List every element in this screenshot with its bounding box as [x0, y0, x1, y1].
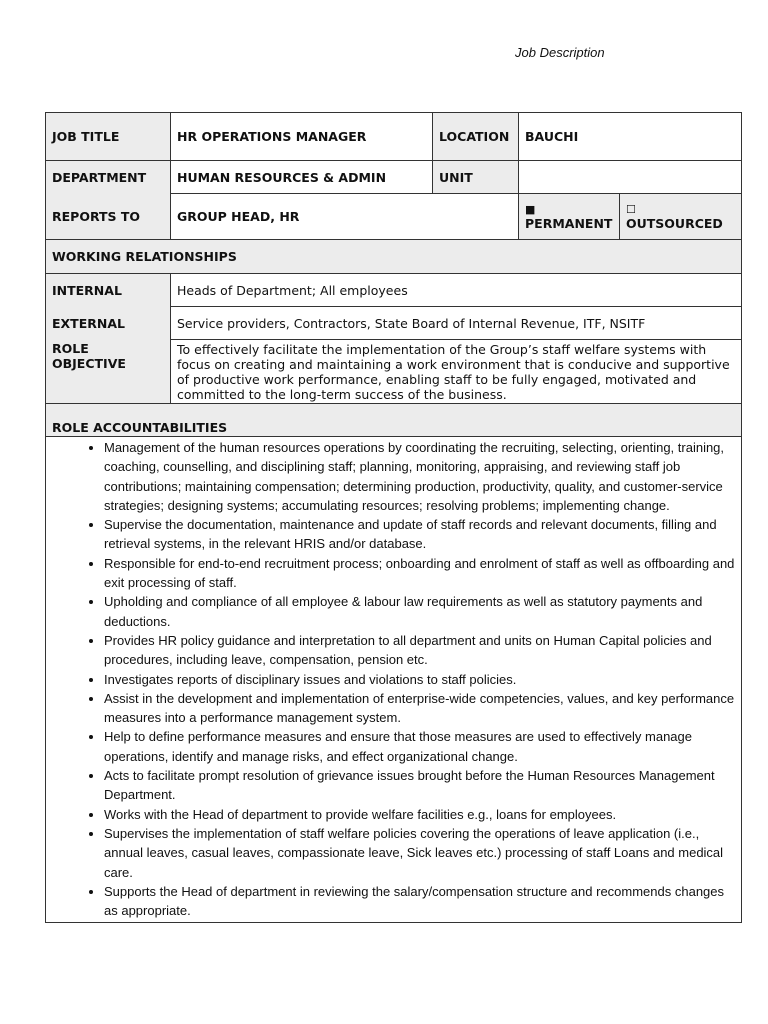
external-row: [46, 307, 742, 340]
role-objective-text: To effectively facilitate the implementation of the Group’s staff welfare systems with focus on creating and maintaining a work environment that is conducive and supportive of productive work performance, enabling staff to be fully engaged, motivated and committed to the long-term success of the business.: [171, 340, 742, 404]
unit-label: UNIT: [433, 161, 519, 194]
list-item: • Investigates reports of disciplinary issues and violations to staff policies.: [104, 670, 735, 689]
list-item: • Acts to facilitate prompt resolution of grievance issues brought before the Human Resources Management Department.: [104, 766, 735, 805]
list-item: • Help to define performance measures and ensure that those measures are used to effectively manage operations, identify and manage risks, and effect organizational change.: [104, 727, 735, 766]
outsourced-option: [620, 194, 742, 240]
job-title-value: HR OPERATIONS MANAGER: [171, 113, 433, 161]
accountabilities-list: [52, 438, 735, 920]
role-accountabilities-row: [46, 437, 742, 923]
list-item: • Management of the human resources operations by coordinating the recruiting, selecting, orienting, training, coaching, counselling, and disciplining staff; planning, monitoring, appraising, and reviewing staff job contributions; maintaining compensation; determining production, productivity, quality, and customer-service strategies; designing systems; accumulating resources; resolving problems; implementing change.: [104, 438, 735, 515]
list-item: • Works with the Head of department to provide welfare facilities e.g., loans for employees.: [104, 805, 735, 824]
reports-to-row: [46, 194, 742, 240]
permanent-option: [519, 194, 620, 240]
list-item: • Supports the Head of department in reviewing the salary/compensation structure and recommends changes as appropriate.: [104, 882, 735, 921]
checked-box-icon: ■: [525, 202, 536, 216]
internal-label: INTERNAL: [46, 274, 171, 307]
role-objective-row: [46, 340, 742, 404]
list-item: • Provides HR policy guidance and interpretation to all department and units on Human Capital policies and procedures, including leave, compensation, pension etc.: [104, 631, 735, 670]
outsourced-label: OUTSOURCED: [626, 215, 723, 231]
reports-to-value: GROUP HEAD, HR: [171, 194, 519, 240]
department-value: HUMAN RESOURCES & ADMIN: [171, 161, 433, 194]
working-relationships-heading-row: [46, 240, 742, 274]
document-type-header: Job Description: [515, 45, 605, 60]
external-value: Service providers, Contractors, State Board of Internal Revenue, ITF, NSITF: [171, 307, 742, 340]
external-label: EXTERNAL: [46, 307, 171, 340]
internal-value: Heads of Department; All employees: [171, 274, 742, 307]
job-title-label: JOB TITLE: [46, 113, 171, 161]
location-label: LOCATION: [433, 113, 519, 161]
list-item: • Responsible for end-to-end recruitment process; onboarding and enrolment of staff as well as offboarding and exit processing of staff.: [104, 554, 735, 593]
list-item: • Supervise the documentation, maintenance and update of staff records and relevant documents, filling and retrieval systems, in the relevant HRIS and/or database.: [104, 515, 735, 554]
role-accountabilities-heading-row: [46, 404, 742, 437]
list-item: • Supervises the implementation of staff welfare policies covering the operations of leave application (i.e., annual leaves, casual leaves, compassionate leave, Sick leaves etc.) processing of staff Loans and medical care.: [104, 824, 735, 882]
reports-to-label: REPORTS TO: [46, 194, 171, 240]
department-label: DEPARTMENT: [46, 161, 171, 194]
job-title-row: [46, 113, 742, 161]
location-value: BAUCHI: [519, 113, 742, 161]
working-relationships-heading: WORKING RELATIONSHIPS: [46, 240, 742, 274]
job-description-table: [45, 112, 742, 923]
department-row: [46, 161, 742, 194]
role-accountabilities-heading: ROLE ACCOUNTABILITIES: [46, 404, 742, 437]
unit-value: [519, 161, 742, 194]
list-item: • Upholding and compliance of all employee & labour law requirements as well as statutory payments and deductions.: [104, 592, 735, 631]
role-accountabilities-cell: [46, 437, 742, 923]
role-objective-label: ROLE OBJECTIVE: [46, 340, 171, 404]
internal-row: [46, 274, 742, 307]
permanent-label: PERMANENT: [525, 215, 613, 231]
unchecked-box-icon: ☐: [626, 202, 636, 216]
list-item: • Assist in the development and implementation of enterprise-wide competencies, values, and key performance measures into a performance management system.: [104, 689, 735, 728]
